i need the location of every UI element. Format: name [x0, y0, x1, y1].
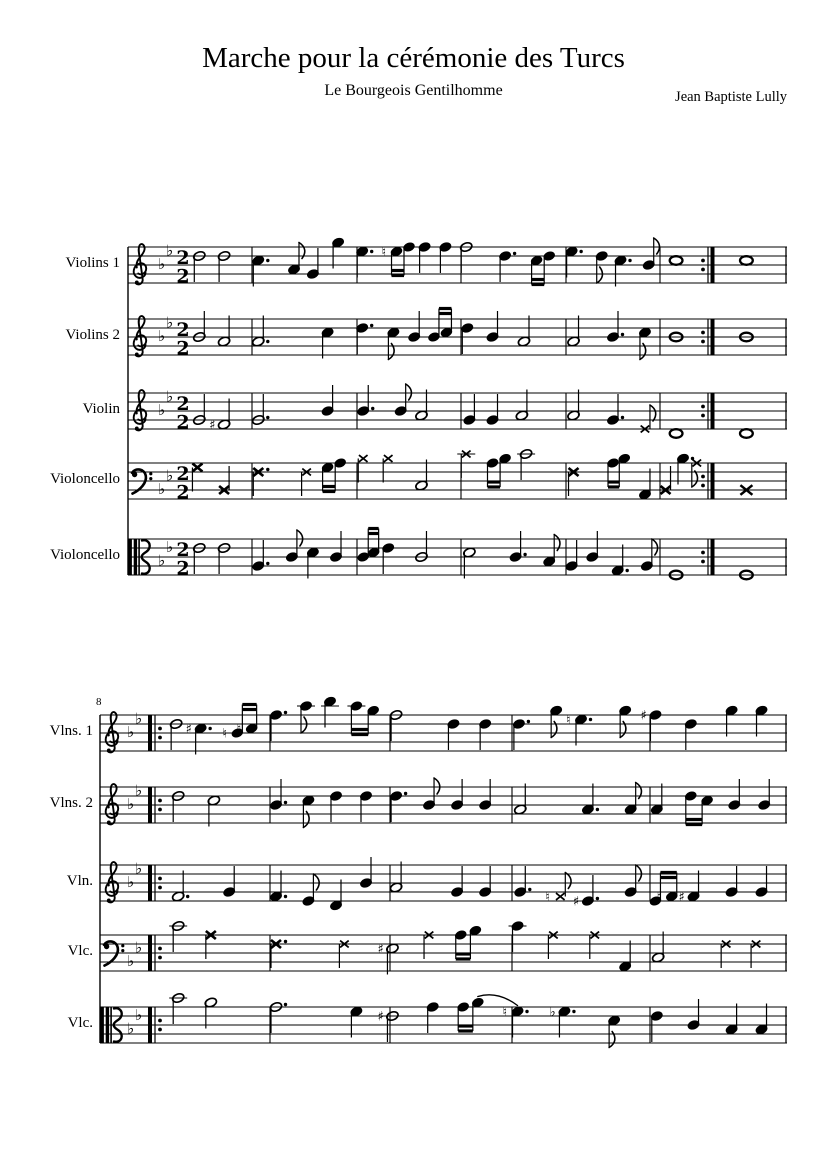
svg-text:♮: ♮	[545, 890, 550, 905]
svg-text:♯: ♯	[185, 722, 192, 737]
instrument-label-violins-2: Violins 2	[65, 327, 120, 343]
svg-text:♯: ♯	[678, 890, 685, 905]
instrument-label-violins-1: Violins 1	[65, 255, 120, 271]
instrument-label-vlns-2: Vlns. 2	[49, 795, 93, 811]
svg-text:2: 2	[176, 319, 190, 341]
svg-text:2: 2	[176, 337, 190, 360]
svg-text:♮: ♮	[566, 713, 571, 728]
svg-text:♯: ♯	[377, 1009, 384, 1025]
svg-text:♯: ♯	[209, 418, 216, 433]
svg-text:♭: ♭	[158, 480, 166, 498]
svg-text:♭: ♭	[166, 313, 174, 332]
svg-text:♭: ♭	[127, 1019, 135, 1038]
svg-text:2: 2	[176, 265, 190, 288]
svg-text:♯: ♯	[640, 708, 647, 724]
svg-text:♮: ♮	[656, 890, 662, 905]
svg-text:♭: ♭	[166, 466, 174, 485]
svg-text:♮: ♮	[502, 1005, 508, 1020]
svg-text:2: 2	[176, 411, 190, 434]
svg-text:♮: ♮	[236, 722, 242, 737]
svg-text:♮: ♮	[222, 726, 228, 742]
svg-text:♭: ♭	[135, 938, 143, 957]
svg-text:♭: ♭	[127, 873, 135, 891]
page-subtitle: Le Bourgeois Gentilhomme	[324, 82, 503, 99]
svg-text:♭: ♭	[135, 859, 143, 878]
svg-text:♭: ♭	[135, 781, 143, 800]
instrument-label-violoncello-2: Violoncello	[50, 547, 120, 563]
instrument-label-vlc-2: Vlc.	[67, 1015, 93, 1031]
svg-text:♭: ♭	[135, 1006, 143, 1024]
composer-credit: Jean Baptiste Lully	[675, 89, 787, 105]
svg-text:♯: ♯	[377, 942, 384, 957]
svg-text:2: 2	[176, 539, 190, 561]
svg-text:♭: ♭	[158, 401, 166, 419]
svg-text:♭: ♭	[549, 1005, 556, 1020]
svg-text:2: 2	[176, 247, 190, 269]
instrument-label-vlns-1: Vlns. 1	[49, 723, 93, 739]
instrument-label-vln: Vln.	[66, 873, 93, 889]
svg-text:♭: ♭	[158, 255, 166, 273]
svg-text:2: 2	[176, 463, 190, 485]
instrument-label-vlc-1: Vlc.	[67, 943, 93, 959]
svg-text:♯: ♯	[572, 894, 580, 910]
page-title: Marche pour la cérémonie des Turcs	[202, 42, 625, 74]
svg-text:♭: ♭	[127, 952, 135, 970]
svg-text:♭: ♭	[166, 241, 174, 260]
svg-text:2: 2	[176, 481, 190, 504]
svg-text:♭: ♭	[127, 795, 135, 813]
svg-text:2: 2	[176, 393, 190, 415]
instrument-label-violoncello-1: Violoncello	[50, 471, 120, 487]
measure-number: 8	[96, 696, 102, 708]
svg-text:2: 2	[176, 557, 190, 580]
svg-text:♭: ♭	[158, 327, 166, 345]
svg-text:♭: ♭	[135, 709, 143, 728]
svg-text:♭: ♭	[127, 723, 135, 741]
instrument-label-violin: Violin	[82, 401, 120, 417]
svg-text:♭: ♭	[166, 387, 174, 406]
svg-text:♮: ♮	[381, 245, 387, 260]
svg-text:♭: ♭	[166, 538, 174, 556]
svg-text:♭: ♭	[158, 551, 166, 570]
